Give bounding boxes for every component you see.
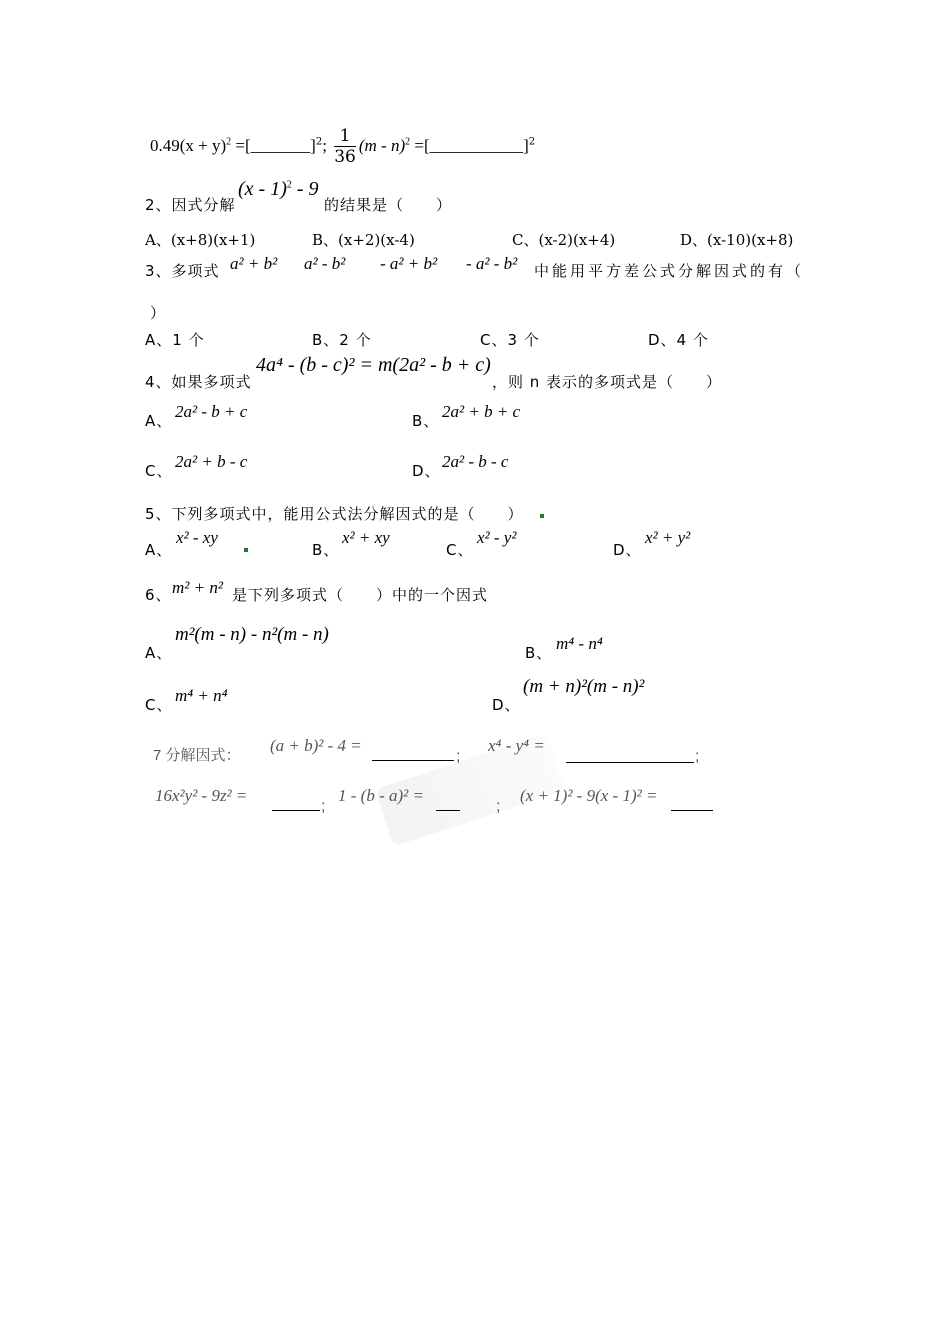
q7-label: 7 分解因式： xyxy=(153,747,241,764)
frac-numerator: 1 xyxy=(334,126,356,147)
q7-sep-3: ; xyxy=(321,798,326,815)
q6-option-d: (m + n)²(m - n)² xyxy=(523,676,645,697)
q6-after: 是下列多项式（ ）中的一个因式 xyxy=(232,586,489,604)
expr1: $0.49(x + y)^2$ xyxy=(150,136,232,155)
q4-option-a-letter: A、 xyxy=(145,412,173,430)
q7-blank-5 xyxy=(671,810,713,811)
q2-option-d: D、(x-10)(x+8) xyxy=(680,231,794,249)
blank1: =[_______] xyxy=(231,136,316,155)
q6-option-b-letter: B、 xyxy=(525,644,553,662)
q7-sep-1: ; xyxy=(456,748,461,765)
q7-blank-1 xyxy=(372,760,454,761)
mark-dot xyxy=(244,548,248,552)
q5-option-b-letter: B、 xyxy=(312,541,340,559)
q5-label: 5、下列多项式中，能用公式法分解因式的是（ ） xyxy=(145,505,524,523)
q3-option-a: A、1 个 xyxy=(145,331,205,349)
q7-sep-2: ; xyxy=(695,748,700,765)
q5-option-c: x² - y² xyxy=(477,528,517,547)
q4-label: 4、如果多项式 xyxy=(145,373,252,391)
q3-option-c: C、3 个 xyxy=(480,331,540,349)
blank2: =[___________] xyxy=(410,136,529,155)
q3-close: ） xyxy=(150,304,167,322)
q3-expr-4: - a² - b² xyxy=(466,254,518,273)
line1: $0.49(x + y)^2$ =[_______]$^2$; $\frac{1}{36}$ (m - n)$^2$ =[___________]$^2$ xyxy=(150,126,536,167)
q5-option-b: x² + xy xyxy=(342,528,390,547)
q7-item-1: (a + b)² - 4 = xyxy=(270,736,362,755)
q5-option-c-letter: C、 xyxy=(446,541,474,559)
q4-option-b: 2a² + b + c xyxy=(442,402,521,421)
q3-option-b: B、2 个 xyxy=(312,331,372,349)
q2-after: 的结果是（ ） xyxy=(324,196,453,214)
q4-option-c: 2a² + b - c xyxy=(175,452,248,471)
q3-label: 3、多项式 xyxy=(145,262,220,280)
frac-denominator: 36 xyxy=(334,147,356,167)
q7-blank-4 xyxy=(436,810,460,811)
q4-after: ，则 n 表示的多项式是（ ） xyxy=(492,373,723,391)
q6-label: 6、 xyxy=(145,586,172,604)
q3-expr-2: a² - b² xyxy=(304,254,346,273)
q4-option-a: 2a² - b + c xyxy=(175,402,248,421)
q7-blank-3 xyxy=(272,810,320,811)
q7-item-5: (x + 1)² - 9(x - 1)² = xyxy=(520,786,658,805)
q6-option-a-letter: A、 xyxy=(145,644,173,662)
q7-item-2: x⁴ - y⁴ = xyxy=(488,736,545,755)
q2-option-a: A、(x+8)(x+1) xyxy=(145,231,256,249)
q6-expr: m² + n² xyxy=(172,578,223,597)
q7-item-3: 16x²y² - 9z² = xyxy=(155,786,248,805)
q4-option-b-letter: B、 xyxy=(412,412,440,430)
q6-option-a: m²(m - n) - n²(m - n) xyxy=(175,624,329,645)
q4-option-d: 2a² - b - c xyxy=(442,452,509,471)
q4-option-c-letter: C、 xyxy=(145,462,173,480)
semicolon: ; xyxy=(322,136,332,155)
q6-option-c-letter: C、 xyxy=(145,696,173,714)
q3-expr-3: - a² + b² xyxy=(380,254,438,273)
q3-option-d: D、4 个 xyxy=(648,331,709,349)
q6-option-c: m⁴ + n⁴ xyxy=(175,686,228,705)
q2-option-c: C、(x-2)(x+4) xyxy=(512,231,616,249)
q6-option-b: m⁴ - n⁴ xyxy=(556,634,603,653)
expr2: (m - n)$^2$ xyxy=(358,136,411,155)
q5-option-a-letter: A、 xyxy=(145,541,173,559)
q2-label: 2、因式分解 xyxy=(145,196,236,214)
q2-option-b: B、(x+2)(x-4) xyxy=(312,231,415,249)
fraction xyxy=(334,126,356,167)
mark-dot xyxy=(540,514,544,518)
q3-after: 中能用平方差公式分解因式的有（ xyxy=(534,262,805,280)
q7-blank-2 xyxy=(566,762,694,763)
q5-option-d-letter: D、 xyxy=(613,541,642,559)
q3-expr-1: a² + b² xyxy=(230,254,278,273)
q2-expr: (x - 1)$^2$ - 9 xyxy=(238,178,319,200)
q4-option-d-letter: D、 xyxy=(412,462,441,480)
q7-item-4: 1 - (b - a)² = xyxy=(338,786,424,805)
q5-option-a: x² - xy xyxy=(176,528,218,547)
q4-expr: 4a⁴ - (b - c)² = m(2a² - b + c) xyxy=(256,354,491,376)
q7-sep-4: ; xyxy=(496,798,501,815)
q6-option-d-letter: D、 xyxy=(492,696,521,714)
q5-option-d: x² + y² xyxy=(645,528,691,547)
